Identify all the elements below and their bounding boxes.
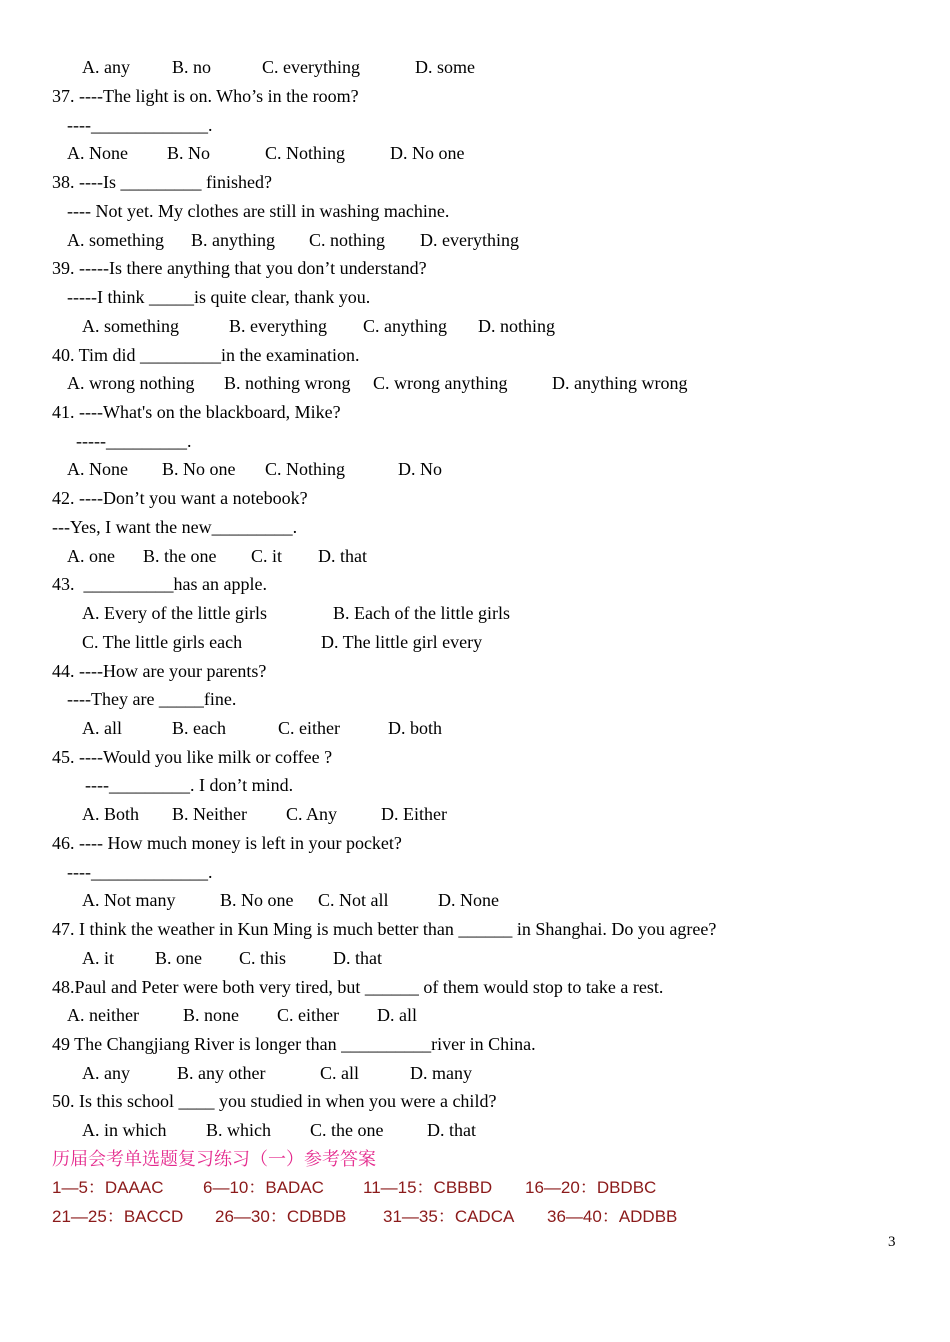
answer-option: B. any other xyxy=(177,1063,266,1083)
answer-option: C. nothing xyxy=(309,230,386,250)
answer-option: D. that xyxy=(318,546,367,566)
answer-option: B. which xyxy=(206,1120,271,1140)
answer-key-title: 历届会考单选题复习练习（一）参考答案 xyxy=(52,1149,376,1169)
answer-option: A. Both xyxy=(82,804,140,824)
answer-group: 16—20：DBDBC xyxy=(525,1178,657,1197)
answer-option: D. anything wrong xyxy=(552,373,688,393)
question-line: ----They are _____fine. xyxy=(67,689,237,709)
answer-option: A. something xyxy=(67,230,164,250)
answer-option: D. that xyxy=(427,1120,476,1140)
answer-option: A. Every of the little girls xyxy=(82,603,267,623)
answer-option: B. Each of the little girls xyxy=(333,603,510,623)
answer-option: C. Nothing xyxy=(265,459,346,479)
answer-option: A. None xyxy=(67,459,128,479)
answer-option: C. all xyxy=(320,1063,359,1083)
answer-option: A. something xyxy=(82,316,179,336)
answer-option: B. anything xyxy=(191,230,275,250)
answer-option: D. some xyxy=(415,57,475,77)
question-line: 50. Is this school ____ you studied in when you were a child? xyxy=(52,1091,497,1111)
question-line: 45. ----Would you like milk or coffee ? xyxy=(52,747,333,767)
question-line: 37. ----The light is on. Who’s in the room? xyxy=(52,86,359,106)
question-line: 44. ----How are your parents? xyxy=(52,661,267,681)
answer-option: B. Neither xyxy=(172,804,247,824)
answer-group: 11—15：CBBBD xyxy=(363,1178,493,1197)
answer-option: C. The little girls each xyxy=(82,632,243,652)
answer-option: A. any xyxy=(82,57,130,77)
question-line: 48.Paul and Peter were both very tired, but ______ of them would stop to take a rest. xyxy=(52,977,664,997)
question-line: ----_____________. xyxy=(67,115,213,135)
answer-option: D. None xyxy=(438,890,499,910)
answer-group: 1—5：DAAAC xyxy=(52,1178,164,1197)
answer-option: B. no xyxy=(172,57,212,77)
answer-group: 36—40：ADDBB xyxy=(547,1207,678,1226)
answer-option: C. wrong anything xyxy=(373,373,508,393)
question-line: 43. __________has an apple. xyxy=(52,574,267,594)
answer-option: D. all xyxy=(377,1005,417,1025)
question-line: -----_________. xyxy=(76,431,192,451)
answer-option: C. Nothing xyxy=(265,143,346,163)
answer-option: C. either xyxy=(277,1005,339,1025)
answer-option: A. all xyxy=(82,718,122,738)
question-line: ----_____________. xyxy=(67,862,213,882)
answer-option: B. the one xyxy=(143,546,217,566)
answer-option: D. nothing xyxy=(478,316,556,336)
answer-option: C. anything xyxy=(363,316,447,336)
question-line: 47. I think the weather in Kun Ming is much better than ______ in Shanghai. Do you agree? xyxy=(52,919,717,939)
answer-option: A. in which xyxy=(82,1120,167,1140)
answer-option: C. the one xyxy=(310,1120,384,1140)
answer-option: C. everything xyxy=(262,57,360,77)
answer-option: B. everything xyxy=(229,316,327,336)
answer-option: B. No one xyxy=(162,459,236,479)
answer-option: D. everything xyxy=(420,230,519,250)
answer-option: D. No one xyxy=(390,143,465,163)
question-line: 39. -----Is there anything that you don’t understand? xyxy=(52,258,427,278)
answer-option: C. either xyxy=(278,718,340,738)
question-line: ---Yes, I want the new_________. xyxy=(52,517,298,537)
answer-option: D. many xyxy=(410,1063,472,1083)
question-line: -----I think _____is quite clear, thank you. xyxy=(67,287,371,307)
answer-option: B. nothing wrong xyxy=(224,373,351,393)
answer-group: 6—10：BADAC xyxy=(203,1178,324,1197)
question-line: 40. Tim did _________in the examination. xyxy=(52,345,360,365)
question-line: 42. ----Don’t you want a notebook? xyxy=(52,488,308,508)
answer-option: C. Any xyxy=(286,804,338,824)
question-line: 46. ---- How much money is left in your pocket? xyxy=(52,833,402,853)
answer-option: D. The little girl every xyxy=(321,632,483,652)
answer-group: 21—25：BACCD xyxy=(52,1207,184,1226)
answer-option: A. it xyxy=(82,948,115,968)
answer-option: D. No xyxy=(398,459,442,479)
answer-option: D. both xyxy=(388,718,442,738)
question-line: ---- Not yet. My clothes are still in washing machine. xyxy=(67,201,450,221)
answer-option: A. None xyxy=(67,143,128,163)
answer-option: A. neither xyxy=(67,1005,139,1025)
answer-option: B. none xyxy=(183,1005,239,1025)
question-line: 41. ----What's on the blackboard, Mike? xyxy=(52,402,341,422)
answer-option: B. No one xyxy=(220,890,294,910)
answer-group: 26—30：CDBDB xyxy=(215,1207,347,1226)
answer-option: A. any xyxy=(82,1063,130,1083)
answer-option: D. that xyxy=(333,948,382,968)
answer-option: D. Either xyxy=(381,804,447,824)
question-line: ----_________. I don’t mind. xyxy=(85,775,294,795)
question-line: 49 The Changjiang River is longer than __________river in China. xyxy=(52,1034,536,1054)
answer-group: 31—35：CADCA xyxy=(383,1207,515,1226)
answer-option: C. Not all xyxy=(318,890,389,910)
answer-option: B. one xyxy=(155,948,202,968)
question-line: 38. ----Is _________ finished? xyxy=(52,172,272,192)
answer-option: A. wrong nothing xyxy=(67,373,195,393)
page-number: 3 xyxy=(888,1234,896,1250)
answer-option: B. each xyxy=(172,718,226,738)
answer-option: A. Not many xyxy=(82,890,176,910)
answer-option: A. one xyxy=(67,546,115,566)
answer-option: C. this xyxy=(239,948,287,968)
answer-option: C. it xyxy=(251,546,283,566)
answer-option: B. No xyxy=(167,143,211,163)
